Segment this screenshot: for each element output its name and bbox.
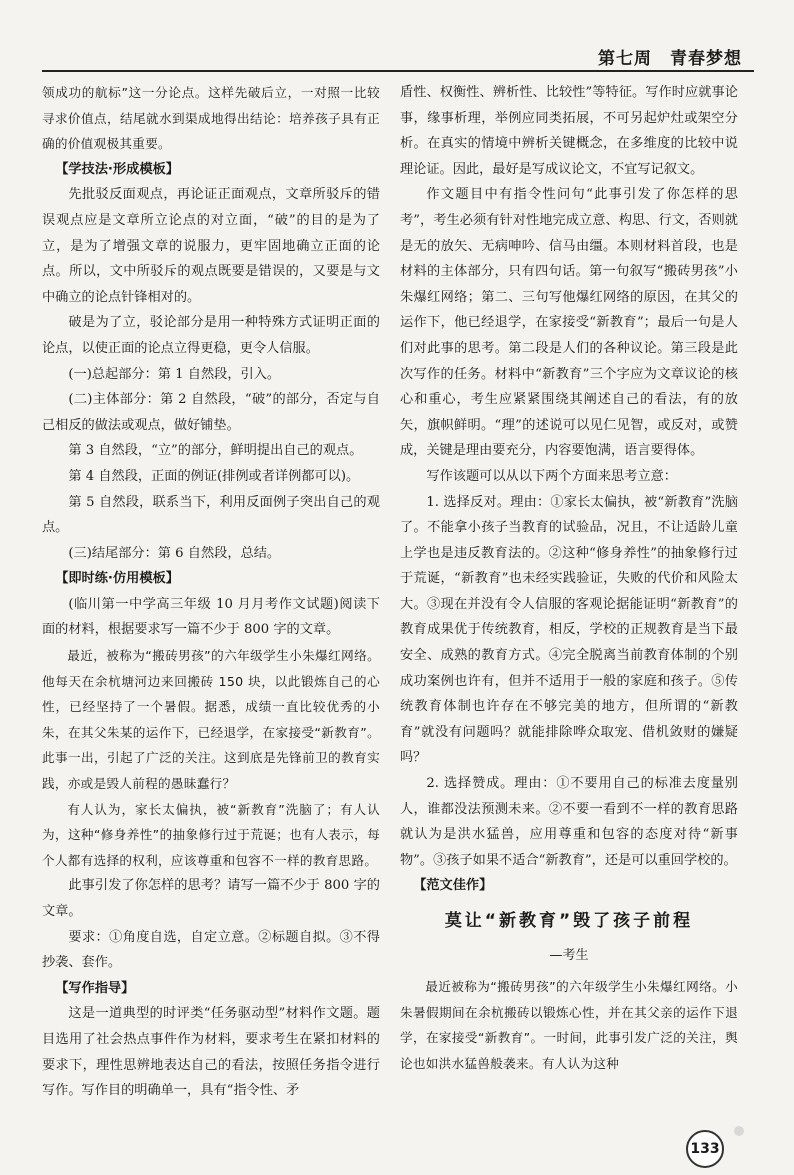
structure-item-5: 第 5 自然段，联系当下，利用反面例子突出自己的观点。 <box>42 494 380 536</box>
structure-item-4: 第 4 自然段，正面的例证(排例或者详例都可以)。 <box>68 468 360 484</box>
practice-prompt: (临川第一中学高三年级 10 月月考作文试题)阅读下面的材料，根据要求写一篇不少于 800 字的文章。 <box>42 596 380 638</box>
page-header-title: 第七周 青春梦想 <box>598 49 742 69</box>
page-number: 133 <box>686 1130 724 1168</box>
support-option: 2. 选择赞成。理由：①不要用自己的标准去度量别人，谁都没法预测未来。②不要一看到不一样的教育思路就认为是洪水猛兽，应用尊重和包容的态度对待“新事物”。③孩子如果不适合“新教育”，还是可以重回学校的。 <box>400 776 738 868</box>
structure-item-3: 第 3 自然段，“立”的部分，鲜明提出自己的观点。 <box>68 443 363 459</box>
left-column <box>42 80 380 1104</box>
oppose-option: 1. 选择反对。理由：①家长太偏执，被“新教育”洗脑了。不能拿小孩子当教育的试验品，况且，不让适龄儿童上学也是违反教育法的。②这种“修身养性”的抽象修行过于荒诞，“新教育”也未经实践验证，失败的代价和风险太大。③现在并没有令人信服的客观论据能证明“新教育”的教育成果优于传统教育，相反，学校的正规教育是当下最安全、成熟的教育方式。④完全脱离当前教育体制的个别成功案例也许有，但并不适用于一般的家庭和孩子。⑤传统教育体制也许存在不够完美的地方，但所谓的“新教育”就没有问题吗？就能排除哗众取宠、借机敛财的嫌疑吗？ <box>400 494 738 766</box>
material-paragraph-2: 有人认为，家长太偏执，被“新教育”洗脑了；有人认为，这种“修身养性”的抽象修行过于荒诞；也有人表示，每个人都有选择的权利，应该尊重和包容不一样的教育思路。 <box>42 801 380 868</box>
right-column <box>400 80 738 1077</box>
section-heading-practice: 【即时练·仿用模板】 <box>55 571 179 587</box>
structure-item-6: (三)结尾部分：第 6 自然段，总结。 <box>68 545 281 561</box>
header-divider <box>42 70 754 72</box>
guide-continued: 盾性、权衡性、辨析性、比较性”等特征。写作时应就事论事，缘事析理，举例应同类拓展，不可另起炉灶或架空分析。在真实的情境中辨析关键概念，在多维度的比较中说理论证。因此，最好是写成议论文，不宜写记叙文。 <box>400 85 738 177</box>
section-heading-model: 【范文佳作】 <box>413 878 493 894</box>
essay-title: 莫让“新教育”毁了孩子前程 <box>444 911 694 931</box>
structure-item-2: (二)主体部分：第 2 自然段，“破”的部分，否定与自己相反的做法或观点，做好铺垫。 <box>42 392 380 433</box>
method-paragraph-2: 破是为了立，驳论部分是用一种特殊方式证明正面的论点，以使正面的论点立得更稳，更令人信服。 <box>42 315 380 356</box>
material-paragraph-1: 最近，被称为“搬砖男孩”的六年级学生小朱爆红网络。他每天在余杭塘河边来回搬砖 150 块，以此锻炼自己的心性，已经坚持了一个暑假。据悉，成绩一直比较优秀的小朱，在其父朱某的运作下，已经退学，在家接受“新教育”。此事一出，引起了广泛的关注。这到底是先锋前卫的教育实践，亦或是毁人前程的愚昧蠢行？ <box>42 648 380 792</box>
essay-paragraph-1: 最近被称为“搬砖男孩”的六年级学生小朱爆红网络。小朱暑假期间在余杭搬砖以锻炼心性，并在其父亲的运作下退学，在家接受“新教育”。一时间，此事引发广泛的关注，舆论也如洪水猛兽般袭来。有人认为这种 <box>400 979 738 1071</box>
task-question: 此事引发了你怎样的思考？请写一篇不少于 800 字的文章。 <box>42 878 380 919</box>
guide-paragraph: 这是一道典型的时评类“任务驱动型”材料作文题。题目选用了社会热点事件作为材料，要求考生在紧扣材料的要求下，理性思辨地表达自己的看法，按照任务指令进行写作。写作目的明确单一，具有“指令性、矛 <box>42 1006 380 1099</box>
section-heading-guide: 【写作指导】 <box>55 980 135 996</box>
structure-item-1: (一)总起部分：第 1 自然段，引入。 <box>68 366 281 382</box>
corner-decoration <box>734 1126 744 1136</box>
guide-paragraph-3: 写作该题可以从以下两个方面来思考立意： <box>426 468 677 484</box>
guide-paragraph-2: 作文题目中有指令性问句“此事引发了你怎样的思考”，考生必须有针对性地完成立意、构思、行文，否则就是无的放矢、无病呻吟、信马由缰。本则材料首段，也是材料的主体部分，只有四句话。第一句叙写“搬砖男孩”小朱爆红网络；第二、三句写他爆红网络的原因，在其父的运作下，他已经退学，在家接受“新教育”；最后一句是人们对此事的思考。第二段是人们的各种议论。第三段是此次写作的任务。材料中“新教育”三个字应为文章议论的核心和重心，考生应紧紧围绕其阐述自己的看法，有的放矢，旗帜鲜明。“理”的述说可以见仁见智，或反对，或赞成，关键是理由要充分，内容要饱满，语言要得体。 <box>400 187 738 459</box>
task-requirements: 要求：①角度自选，自定立意。②标题自拟。③不得抄袭、套作。 <box>42 929 380 971</box>
intro-paragraph: 领成功的航标”这一分论点。这样先破后立，一对照一比较寻求价值点，结尾就水到渠成地得出结论：培养孩子具有正确的价值观极其重要。 <box>42 85 380 152</box>
section-heading-method: 【学技法·形成模板】 <box>55 161 179 177</box>
method-paragraph: 先批驳反面观点，再论证正面观点，文章所驳斥的错误观点应是文章所立论点的对立面，“破”的目的是为了立，是为了增强文章的说服力，更牢固地确立正面的论点。所以，文中所驳斥的观点既要是错误的，又要是与文中确立的论点针锋相对的。 <box>42 187 380 305</box>
essay-author: —考生 <box>549 947 589 963</box>
